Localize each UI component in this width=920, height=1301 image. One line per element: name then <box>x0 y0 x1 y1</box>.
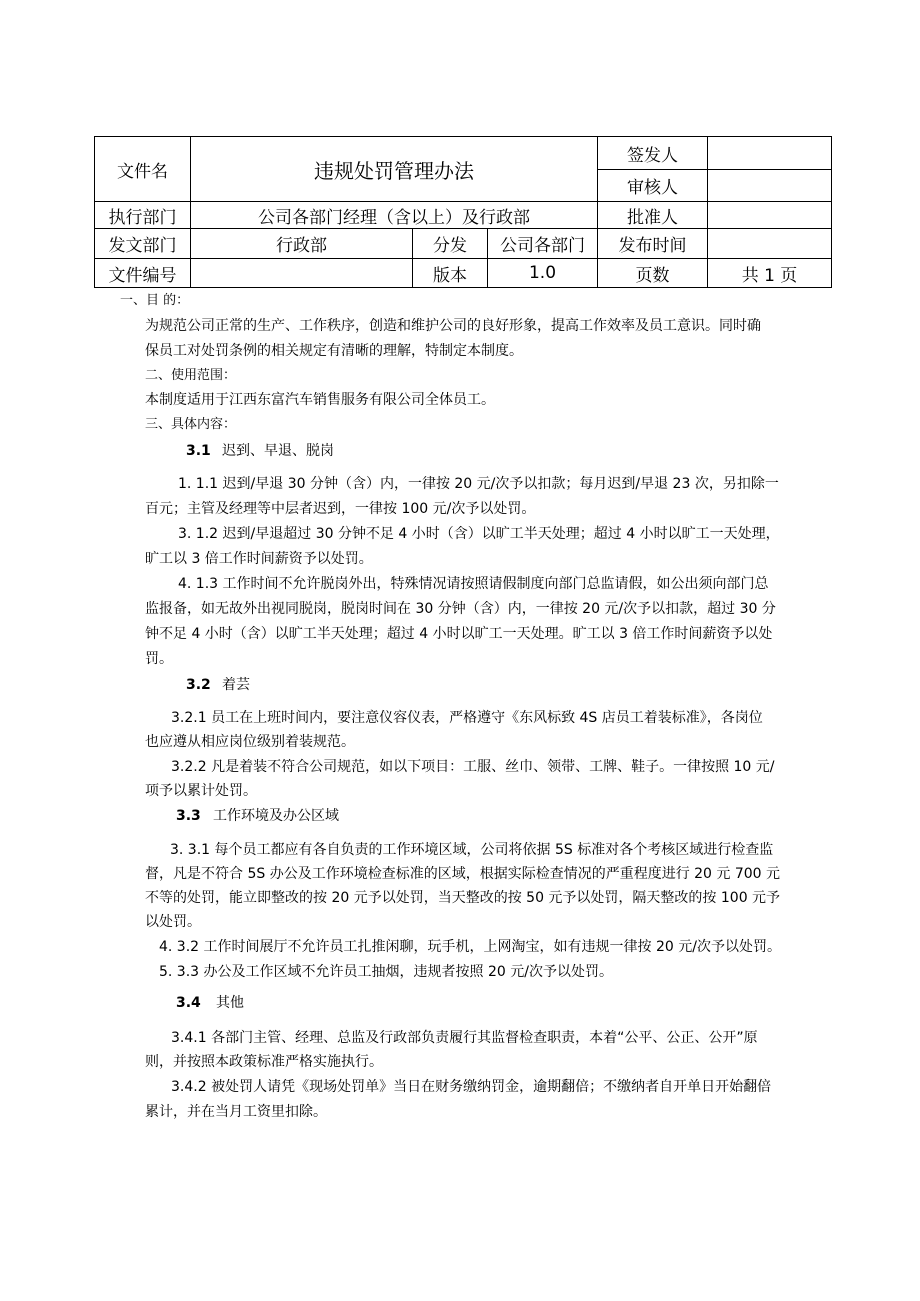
distribute-value: 公司各部门 <box>488 229 598 259</box>
list-item: 督，凡是不符合 5S 办公及工作环境检查标准的区域，根据实际检查情况的严重程度进行 20 元 700 元 <box>145 866 781 882</box>
section-3-heading: 三、具体内容： <box>145 417 237 432</box>
signer-value <box>708 137 832 170</box>
subsection-3-2-number: 3.2 <box>186 677 211 693</box>
paragraph: 3.4.2 被处罚人请凭《现场处罚单》当日在财务缴纳罚金，逾期翻倍；不缴纳者自开单日开始翻倍 <box>171 1079 772 1095</box>
paragraph: 则，并按照本政策标准严格实施执行。 <box>145 1054 383 1070</box>
version-label: 版本 <box>413 259 488 288</box>
list-item: 百元；主管及经理等中层者迟到，一律按 100 元/次予以处罚。 <box>145 501 536 517</box>
exec-dept-value: 公司各部门经理（含以上）及行政部 <box>191 202 598 229</box>
list-item: 罚。 <box>145 651 173 667</box>
subsection-3-1-number: 3.1 <box>186 443 211 459</box>
pages-value: 共 1 页 <box>708 259 832 288</box>
list-item: 4. 3.2 工作时间展厅不允许员工扎推闲聊，玩手机，上网淘宝，如有违规一律按 20 元/次予以处罚。 <box>159 939 781 955</box>
list-item: 1. 1.1 迟到/早退 30 分钟（含）内，一律按 20 元/次予以扣款；每月迟到/早退 23 次，另扣除一 <box>178 476 779 492</box>
pages-label: 页数 <box>598 259 708 288</box>
paragraph: 3.4.1 各部门主管、经理、总监及行政部负责履行其监督检查职责，本着“公平、公正、公开”原 <box>171 1030 758 1046</box>
paragraph: 累计，并在当月工资里扣除。 <box>145 1104 327 1120</box>
subsection-3-2-title: 着芸 <box>222 677 250 693</box>
approver-label: 批准人 <box>598 202 708 229</box>
issue-dept-value: 行政部 <box>191 229 413 259</box>
list-item: 旷工以 3 倍工作时间薪资予以处罚。 <box>145 551 373 567</box>
subsection-3-4-title: 其他 <box>216 995 244 1011</box>
list-item: 3. 1.2 迟到/早退超过 30 分钟不足 4 小时（含）以旷工半天处理；超过 4 小时以旷工一天处理， <box>178 526 780 542</box>
section-2-paragraph: 本制度适用于江西东富汽车销售服务有限公司全体员工。 <box>145 392 495 408</box>
subsection-3-4-number: 3.4 <box>176 995 201 1011</box>
subsection-3-1-title: 迟到、早退、脱岗 <box>222 443 334 459</box>
paragraph: 3.2.1 员工在上班时间内，要注意仪容仪表，严格遵守《东风标致 4S 店员工着装标准》，各岗位 <box>171 710 763 726</box>
paragraph: 也应遵从相应岗位级别着装规范。 <box>145 734 355 750</box>
version-value: 1.0 <box>488 259 598 288</box>
issue-dept-label: 发文部门 <box>95 229 191 259</box>
list-item: 以处罚。 <box>145 914 201 930</box>
list-item: 5. 3.3 办公及工作区域不允许员工抽烟，违规者按照 20 元/次予以处罚。 <box>159 964 613 980</box>
section-1-heading: 一、目 的： <box>120 293 190 308</box>
document-header-table <box>94 136 832 288</box>
distribute-label: 分发 <box>413 229 488 259</box>
approver-value <box>708 202 832 229</box>
file-name-label: 文件名 <box>95 137 191 202</box>
list-item: 钟不足 4 小时（含）以旷工半天处理；超过 4 小时以旷工一天处理。旷工以 3 倍工作时间薪资予以处 <box>145 626 773 642</box>
reviewer-value <box>708 170 832 202</box>
exec-dept-label: 执行部门 <box>95 202 191 229</box>
publish-time-value <box>708 229 832 259</box>
subsection-3-3-title: 工作环境及办公区域 <box>213 808 339 824</box>
section-1-paragraph: 为规范公司正常的生产、工作秩序，创造和维护公司的良好形象，提高工作效率及员工意识。同时确 <box>145 318 761 334</box>
publish-time-label: 发布时间 <box>598 229 708 259</box>
doc-no-value <box>191 259 413 288</box>
section-2-heading: 二、使用范围： <box>145 368 237 383</box>
list-item: 3. 3.1 每个员工都应有各自负责的工作环境区域，公司将依据 5S 标准对各个考核区域进行检查监 <box>170 842 774 858</box>
subsection-3-3-number: 3.3 <box>176 808 201 824</box>
signer-label: 签发人 <box>598 137 708 170</box>
list-item: 监报备，如无故外出视同脱岗，脱岗时间在 30 分钟（含）内，一律按 20 元/次予以扣款，超过 30 分 <box>145 601 776 617</box>
list-item: 不等的处罚，能立即整改的按 20 元予以处罚，当天整改的按 50 元予以处罚，隔天整改的按 100 元予 <box>145 890 781 906</box>
reviewer-label: 审核人 <box>598 170 708 202</box>
document-title: 违规处罚管理办法 <box>191 137 598 202</box>
paragraph: 项予以累计处罚。 <box>145 783 257 799</box>
paragraph: 3.2.2 凡是着装不符合公司规范，如以下项目：工服、丝巾、领带、工牌、鞋子。一律按照 10 元/ <box>171 759 775 775</box>
list-item: 4. 1.3 工作时间不允许脱岗外出，特殊情况请按照请假制度向部门总监请假，如公出须向部门总 <box>178 576 769 592</box>
section-1-paragraph: 保员工对处罚条例的相关规定有清晰的理解，特制定本制度。 <box>145 343 523 359</box>
doc-no-label: 文件编号 <box>95 259 191 288</box>
